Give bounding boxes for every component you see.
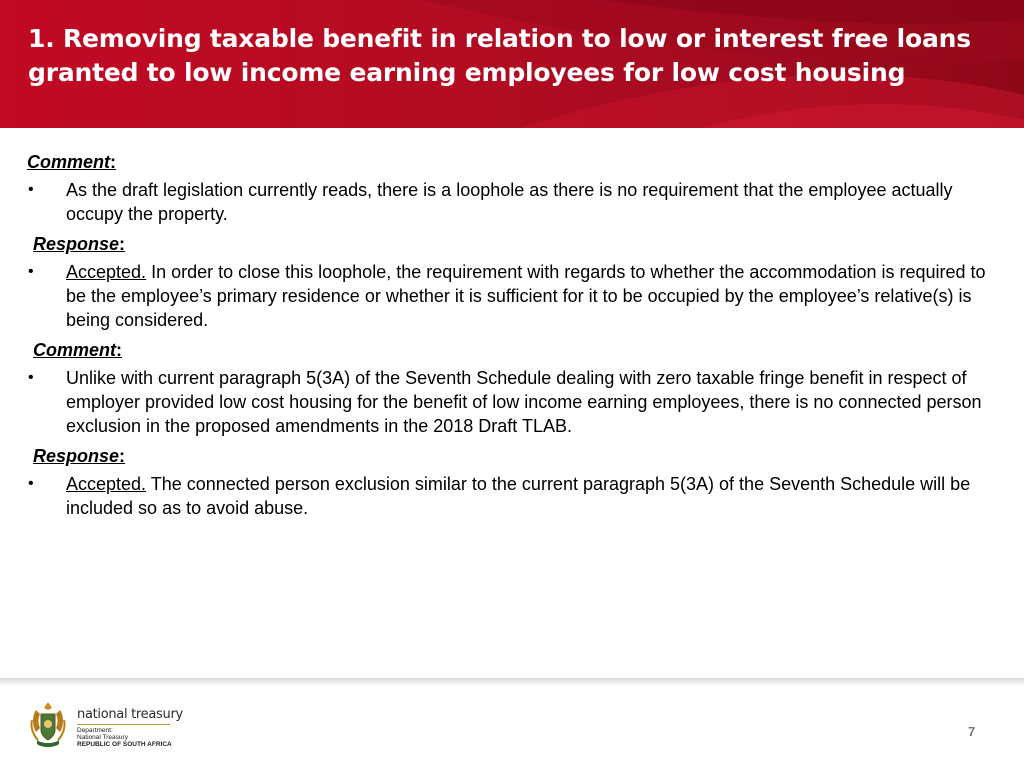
dept-line-3: REPUBLIC OF SOUTH AFRICA [77, 741, 172, 748]
label-text: Response [33, 234, 120, 254]
slide-header [0, 0, 1024, 128]
page-number: 7 [968, 724, 976, 739]
comment-bullet [0, 178, 1024, 226]
label-text: Response [33, 446, 120, 466]
label-colon: : [119, 234, 126, 254]
label-text: Comment [33, 340, 117, 360]
label-colon: : [119, 446, 126, 466]
accepted-prefix: Accepted. [66, 262, 147, 282]
slide-content [0, 150, 1024, 526]
bullet-text: In order to close this loophole, the requirement with regards to whether the accommodation is required to be the employee’s primary residence or whether it is sufficient for it to be occupied by the employee’s relative(s) is being considered. [66, 262, 986, 330]
bullet-text: Unlike with current paragraph 5(3A) of the Seventh Schedule dealing with zero taxable fringe benefit in respect of employer provided low cost housing for the benefit of low income earning employees, there is no connected person exclusion in the proposed amendments in the 2018 Draft TLAB. [66, 368, 982, 436]
org-name-underline [77, 724, 170, 725]
dept-line-2: National Treasury [77, 734, 128, 741]
coat-of-arms-icon [28, 700, 68, 750]
bullet-dot: • [28, 369, 34, 386]
response-label [0, 444, 1024, 468]
comment-label [0, 338, 1024, 362]
slide-title: 1. Removing taxable benefit in relation to low or interest free loans granted to low income earning employees for low cost housing [28, 24, 971, 87]
bullet-text: The connected person exclusion similar to the current paragraph 5(3A) of the Seventh Schedule will be included so as to avoid abuse. [66, 474, 971, 518]
org-name: national treasury [77, 707, 183, 722]
label-colon: : [110, 152, 117, 172]
bullet-dot: • [28, 263, 34, 280]
dept-line-1: Department: [77, 727, 113, 734]
bullet-dot: • [28, 181, 34, 198]
response-label [0, 232, 1024, 256]
comment-bullet [0, 366, 1024, 438]
label-colon: : [116, 340, 123, 360]
bullet-dot: • [28, 475, 34, 492]
footer-divider [0, 678, 1024, 686]
label-text: Comment [27, 152, 111, 172]
response-bullet [0, 472, 1024, 520]
accepted-prefix: Accepted. [66, 474, 147, 494]
comment-label [0, 150, 1024, 174]
bullet-text: As the draft legislation currently reads, there is a loophole as there is no requirement that the employee actually occupy the property. [66, 180, 953, 224]
response-bullet [0, 260, 1024, 332]
